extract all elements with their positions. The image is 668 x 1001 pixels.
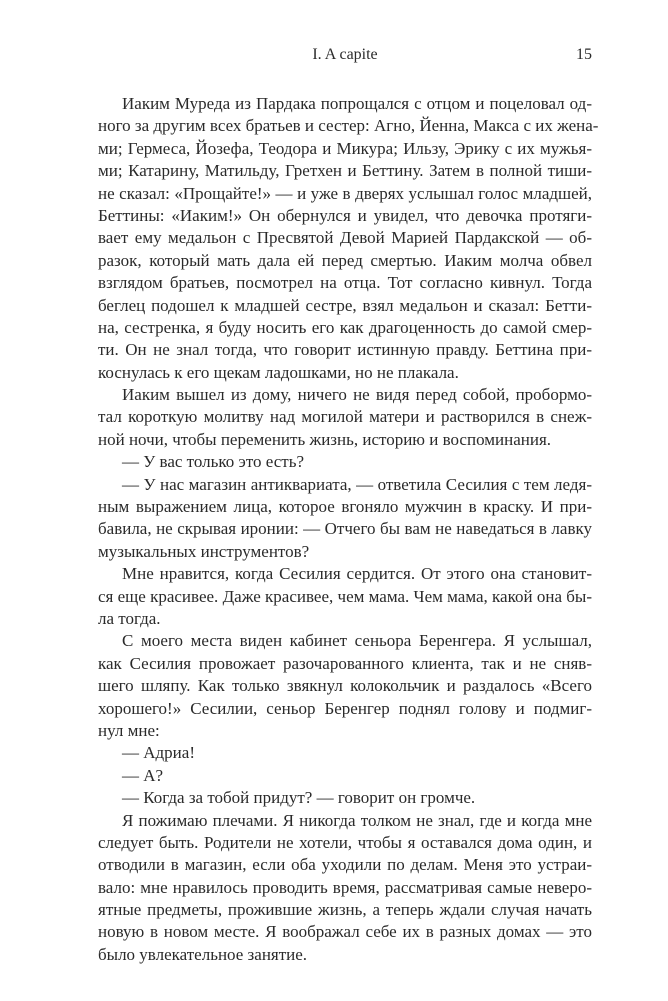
- paragraph: [98, 630, 592, 742]
- text-line: хорошего!» Сесилии, сеньор Беренгер поднял голову и подмиг-: [98, 698, 592, 718]
- text-line: — У вас только это есть?: [122, 452, 305, 472]
- running-title: I. A capite: [312, 46, 378, 63]
- text-line: ным выражением лица, которое вгоняло мужчин в краску. И при-: [98, 497, 592, 517]
- paragraph: [98, 810, 592, 967]
- text-line: шего шляпу. Как только звякнул колокольчик и раздалось «Всего: [98, 676, 592, 696]
- text-line: беглец подошел к младшей сестре, взял медальон и сказал: Бетти-: [98, 295, 592, 315]
- text-line: ти. Он не знал тогда, что говорит истинную правду. Беттина при-: [98, 340, 592, 360]
- page-number: 15: [576, 46, 592, 63]
- text-line: взглядом братьев, посмотрел на отца. Тот согласно кивнул. Тогда: [98, 273, 592, 293]
- text-line: разок, который мать дала ей перед смертью. Иаким молча обвел: [98, 250, 592, 270]
- text-line: Иаким вышел из дому, ничего не видя перед собой, пробормо-: [122, 385, 592, 405]
- paragraph: [98, 93, 599, 384]
- text-line: ла тогда.: [98, 608, 161, 628]
- text-line: было увлекательное занятие.: [98, 944, 308, 964]
- text-line: коснулась к его щекам ладошками, но не плакала.: [98, 362, 459, 382]
- text-line: — У нас магазин антиквариата, — ответила Сесилия с тем ледя-: [122, 474, 592, 494]
- text-line: Беттины: «Иаким!» Он обернулся и увидел, что девочка протяги-: [98, 205, 592, 225]
- text-line: Мне нравится, когда Сесилия сердится. От этого она становит-: [122, 564, 592, 584]
- text-line: нул мне:: [98, 720, 160, 740]
- page-body-text: [98, 93, 599, 966]
- text-line: как Сесилия провожает разочарованного клиента, так и не сняв-: [98, 653, 592, 673]
- text-line: С моего места виден кабинет сеньора Беренгера. Я услышал,: [122, 631, 592, 651]
- text-line: музыкальных инструментов?: [98, 541, 310, 561]
- text-line: ми; Гермеса, Йозефа, Теодора и Микура; Ильзу, Эрику с их мужья-: [98, 138, 592, 158]
- text-line: на, сестренка, я буду носить его как драгоценность до самой смер-: [98, 317, 592, 337]
- paragraph: [98, 765, 592, 787]
- text-line: ятные предметы, прожившие жизнь, а теперь ждали случая начать: [98, 900, 592, 920]
- paragraph: [98, 451, 592, 473]
- text-line: Я пожимаю плечами. Я никогда толком не знал, где и когда мне: [122, 810, 592, 830]
- text-line: вает ему медальон с Пресвятой Девой Марией Пардакской — об-: [98, 228, 592, 248]
- text-line: ся еще красивее. Даже красивее, чем мама. Чем мама, какой она бы-: [98, 586, 592, 606]
- text-line: не сказал: «Прощайте!» — и уже в дверях услышал голос младшей,: [98, 183, 592, 203]
- text-line: бавила, не скрывая иронии: — Отчего бы вам не наведаться в лавку: [98, 519, 592, 539]
- text-line: — Адриа!: [122, 743, 195, 763]
- text-line: ного за другим всех братьев и сестер: Агно, Йенна, Макса с их жена-: [98, 116, 599, 136]
- text-line: следует быть. Родители не хотели, чтобы я оставался дома один, и: [98, 832, 592, 852]
- paragraph: [98, 787, 592, 809]
- paragraph: [98, 474, 592, 564]
- text-line: вало: мне нравилось проводить время, рассматривая самые неверо-: [98, 877, 592, 897]
- running-header: [98, 46, 592, 68]
- text-line: ми; Катарину, Матильду, Гретхен и Беттину. Затем в полной тиши-: [98, 161, 592, 181]
- text-line: новую в новом месте. Я воображал себе их в разных домах — это: [98, 922, 592, 942]
- text-line: тал короткую молитву над могилой матери и растворился в снеж-: [98, 407, 592, 427]
- text-line: ной ночи, чтобы переменить жизнь, историю и воспоминания.: [98, 429, 552, 449]
- text-line: — Когда за тобой придут? — говорит он громче.: [122, 788, 476, 808]
- text-line: — А?: [122, 765, 164, 785]
- text-line: отводили в магазин, если оба уходили по делам. Меня это устраи-: [98, 855, 592, 875]
- paragraph: [98, 742, 592, 764]
- paragraph: [98, 563, 592, 630]
- paragraph: [98, 384, 592, 451]
- text-line: Иаким Муреда из Пардака попрощался с отцом и поцеловал од-: [122, 94, 592, 113]
